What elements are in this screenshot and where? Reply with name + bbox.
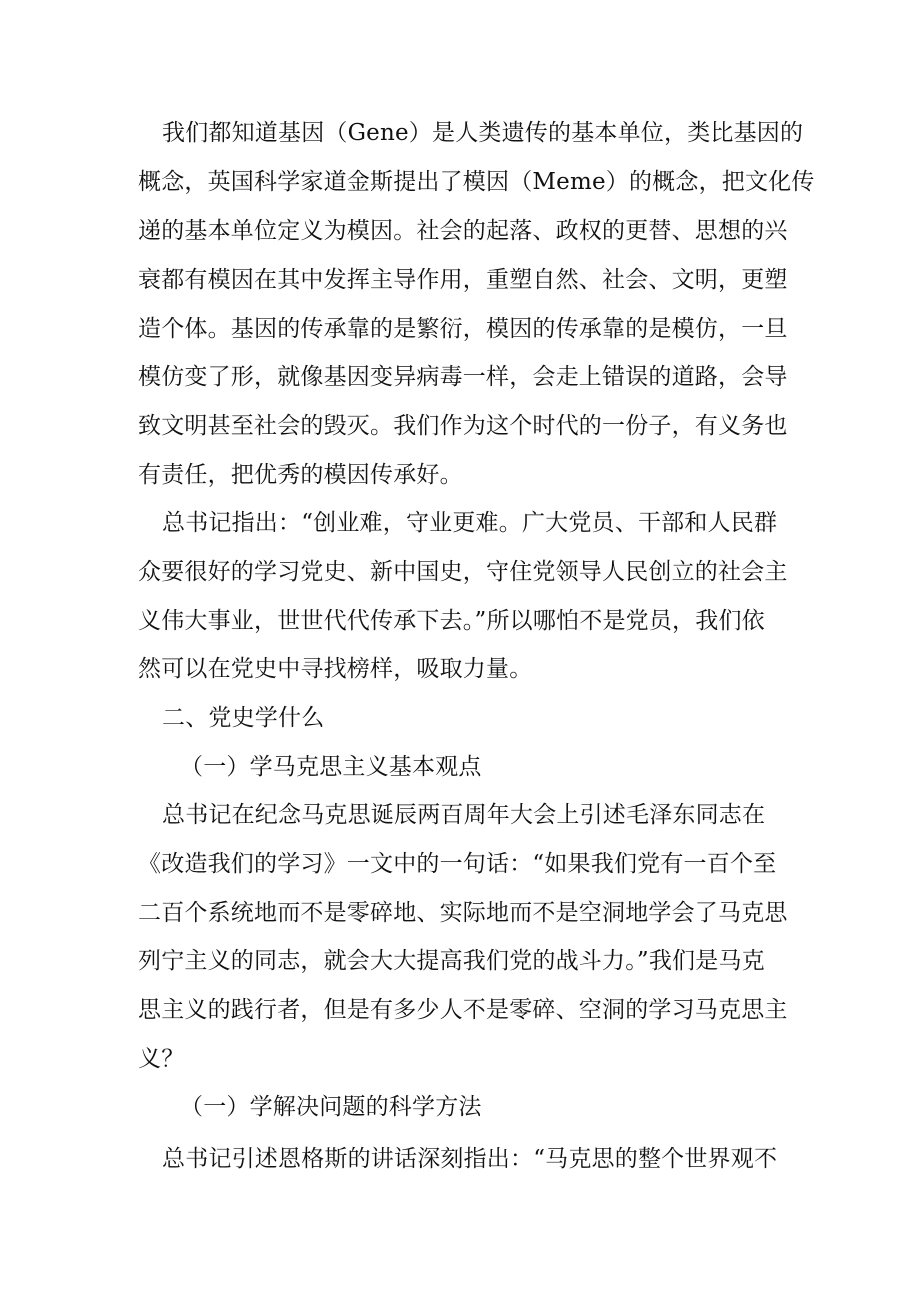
paragraph-1-line-4: 衰都有模因在其中发挥主导作用，重塑自然、社会、文明，更塑 bbox=[138, 267, 788, 293]
subsection-heading-1: （一）学马克思主义基本观点 bbox=[180, 754, 482, 780]
paragraph-2-line-3: 义伟大事业，世世代代传承下去。”所以哪怕不是党员，我们依 bbox=[138, 608, 765, 634]
paragraph-1-line-3: 递的基本单位定义为模因。社会的起落、政权的更替、思想的兴 bbox=[138, 218, 788, 244]
paragraph-2-line-2: 众要很好的学习党史、新中国史，守住党领导人民创立的社会主 bbox=[138, 559, 788, 585]
subsection-heading-2: （一）学解决问题的科学方法 bbox=[180, 1094, 482, 1120]
paragraph-2-line-4: 然可以在党史中寻找榜样，吸取力量。 bbox=[138, 656, 533, 682]
paragraph-3-line-5: 思主义的践行者，但是有多少人不是零碎、空洞的学习马克思主 bbox=[138, 997, 788, 1023]
paragraph-1-line-5: 造个体。基因的传承靠的是繁衍，模因的传承靠的是模仿，一旦 bbox=[138, 316, 788, 342]
paragraph-3-line-3: 二百个系统地而不是零碎地、实际地而不是空洞地学会了马克思 bbox=[138, 900, 788, 926]
section-heading-2: 二、党史学什么 bbox=[162, 705, 325, 731]
paragraph-2-line-1: 总书记指出：“创业难，守业更难。广大党员、干部和人民群 bbox=[162, 510, 778, 536]
paragraph-1-line-8: 有责任，把优秀的模因传承好。 bbox=[138, 462, 463, 488]
paragraph-3-line-2: 《改造我们的学习》一文中的一句话：“如果我们党有一百个至 bbox=[138, 851, 777, 877]
paragraph-3-line-1: 总书记在纪念马克思诞辰两百周年大会上引述毛泽东同志在 bbox=[162, 802, 766, 828]
paragraph-4-line-1: 总书记引述恩格斯的讲话深刻指出：“马克思的整个世界观不 bbox=[162, 1146, 778, 1172]
paragraph-1-line-1: 我们都知道基因（Gene）是人类遗传的基本单位，类比基因的 bbox=[162, 120, 804, 146]
paragraph-1-line-2: 概念，英国科学家道金斯提出了模因（Meme）的概念，把文化传 bbox=[138, 169, 815, 195]
paragraph-3-line-6: 义？ bbox=[138, 1046, 185, 1072]
paragraph-1-line-6: 模仿变了形，就像基因变异病毒一样，会走上错误的道路，会导 bbox=[138, 364, 788, 390]
paragraph-3-line-4: 列宁主义的同志，就会大大提高我们党的战斗力。”我们是马克 bbox=[138, 948, 765, 974]
paragraph-1-line-7: 致文明甚至社会的毁灭。我们作为这个时代的一份子，有义务也 bbox=[138, 413, 788, 439]
